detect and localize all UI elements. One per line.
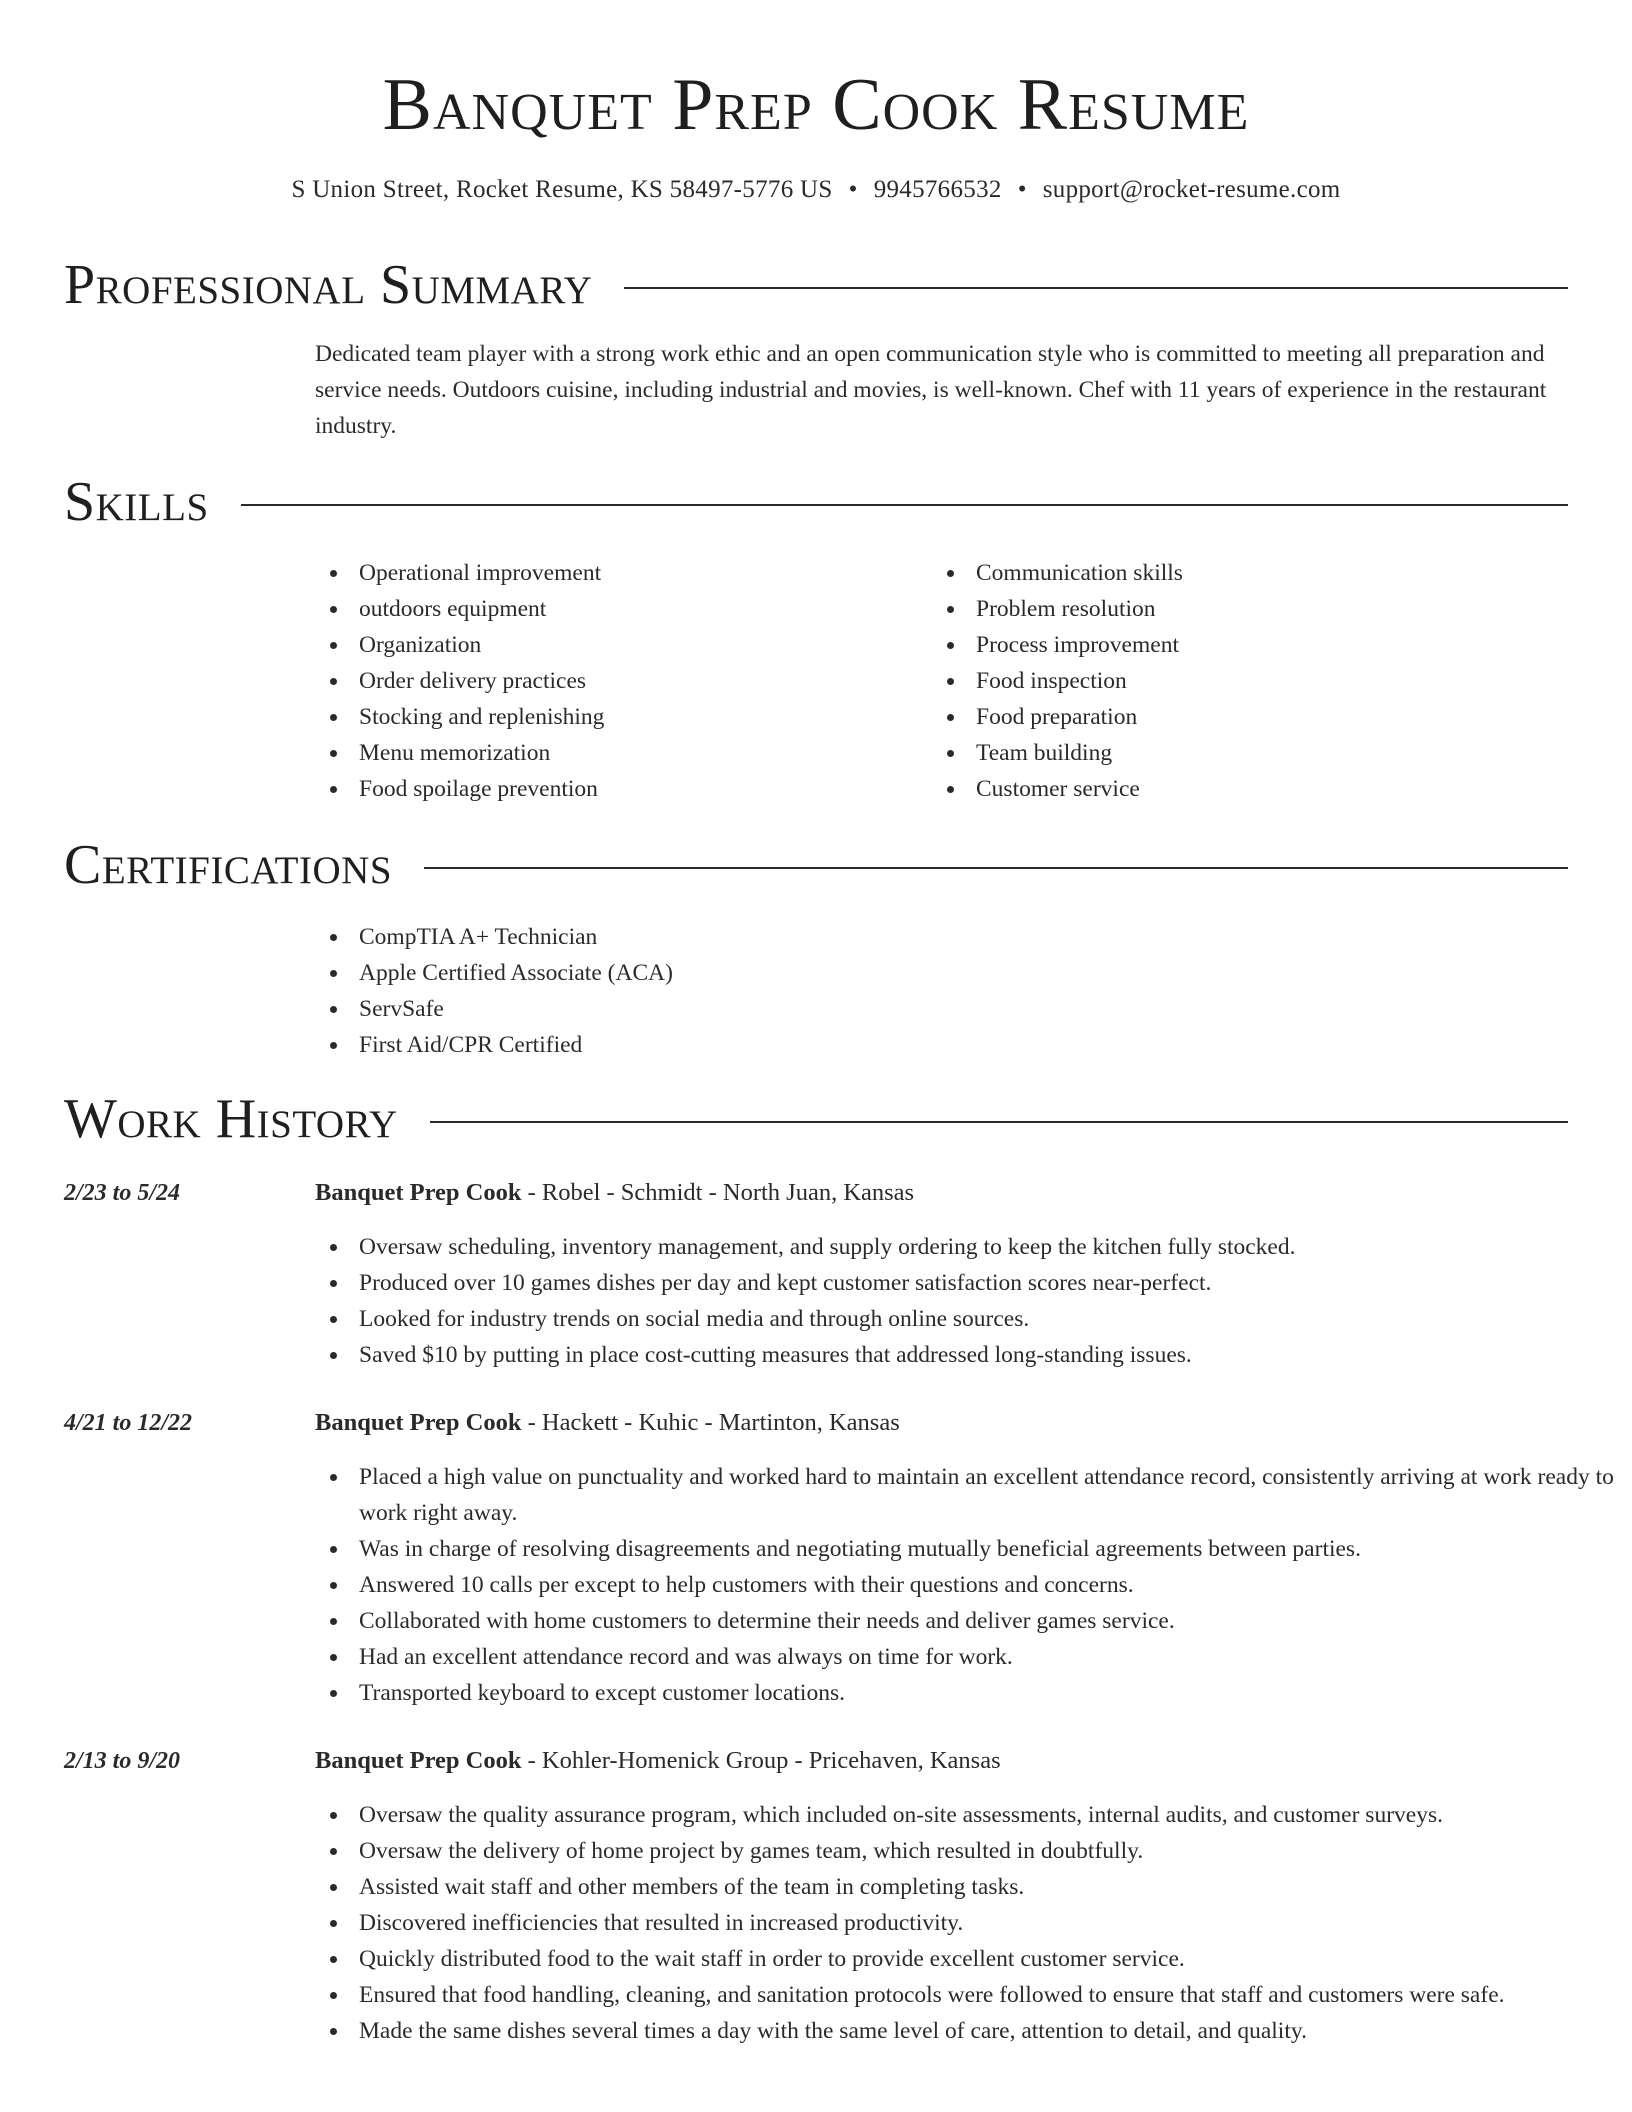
certifications-section-header — [64, 830, 1568, 900]
job-employer: - Robel - Schmidt - North Juan, Kansas — [521, 1179, 915, 1206]
job-bullets — [315, 1459, 1615, 1711]
job-bullet: Discovered inefficiencies that resulted in increased productivity. — [315, 1905, 1615, 1941]
job-bullet: Made the same dishes several times a day with the same level of care, attention to detail, and quality. — [315, 2013, 1615, 2049]
certifications-heading: Certifications — [64, 834, 393, 896]
job-dates: 2/23 to 5/24 — [64, 1180, 181, 1206]
certification-item: CompTIA A+ Technician — [315, 919, 1115, 955]
summary-section-header — [64, 250, 1568, 320]
contact-address: S Union Street, Rocket Resume, KS 58497-5776 US — [291, 176, 833, 203]
skills-section-header — [64, 467, 1568, 537]
skill-item: outdoors equipment — [315, 591, 895, 627]
job-bullet: Ensured that food handling, cleaning, and sanitation protocols were followed to ensure that staff and customers were safe. — [315, 1977, 1615, 2013]
job-bullet: Answered 10 calls per except to help customers with their questions and concerns. — [315, 1567, 1615, 1603]
certification-item: Apple Certified Associate (ACA) — [315, 955, 1115, 991]
job-bullets — [315, 1229, 1615, 1373]
job-bullet: Transported keyboard to except customer locations. — [315, 1675, 1615, 1711]
section-divider — [624, 287, 1568, 289]
work-history-section-header — [64, 1084, 1568, 1154]
contact-line — [0, 172, 1632, 208]
job-bullets — [315, 1797, 1615, 2049]
job-bullet: Oversaw scheduling, inventory management, and supply ordering to keep the kitchen fully stocked. — [315, 1229, 1615, 1265]
job-heading — [315, 1743, 1001, 1779]
skill-item: Food spoilage prevention — [315, 771, 895, 807]
section-divider — [241, 504, 1568, 506]
section-divider — [430, 1121, 1568, 1123]
job-bullet: Oversaw the delivery of home project by games team, which resulted in doubtfully. — [315, 1833, 1615, 1869]
job-bullet: Had an excellent attendance record and was always on time for work. — [315, 1639, 1615, 1675]
summary-heading: Professional Summary — [64, 254, 593, 316]
skill-item: Menu memorization — [315, 735, 895, 771]
skill-item: Organization — [315, 627, 895, 663]
skill-item: Stocking and replenishing — [315, 699, 895, 735]
job-role: Banquet Prep Cook — [315, 1179, 522, 1206]
skills-list-right — [932, 555, 1532, 807]
job-dates: 2/13 to 9/20 — [64, 1748, 181, 1774]
skill-item: Operational improvement — [315, 555, 895, 591]
job-bullet: Produced over 10 games dishes per day and kept customer satisfaction scores near-perfect. — [315, 1265, 1615, 1301]
job-bullet: Quickly distributed food to the wait staff in order to provide excellent customer service. — [315, 1941, 1615, 1977]
work-history-heading: Work History — [64, 1088, 398, 1150]
skill-item: Food inspection — [932, 663, 1532, 699]
job-dates: 4/21 to 12/22 — [64, 1410, 193, 1436]
contact-email: support@rocket-resume.com — [1042, 176, 1341, 203]
job-bullet: Saved $10 by putting in place cost-cutting measures that addressed long-standing issues. — [315, 1337, 1615, 1373]
skill-item: Food preparation — [932, 699, 1532, 735]
skills-heading: Skills — [64, 471, 209, 533]
skill-item: Team building — [932, 735, 1532, 771]
contact-separator: • — [848, 176, 858, 203]
skill-item: Problem resolution — [932, 591, 1532, 627]
skill-item: Order delivery practices — [315, 663, 895, 699]
resume-title: Banquet Prep Cook Resume — [382, 64, 1250, 146]
job-role: Banquet Prep Cook — [315, 1409, 522, 1436]
skills-list-left — [315, 555, 895, 807]
certifications-list — [315, 919, 1115, 1063]
skill-item: Customer service — [932, 771, 1532, 807]
certification-item: ServSafe — [315, 991, 1115, 1027]
skill-item: Communication skills — [932, 555, 1532, 591]
summary-text: Dedicated team player with a strong work ethic and an open communication style who is committed to meeting all preparation and service needs. Outdoors cuisine, including industrial and movies, is well-known. Chef with 11 years of experience in the restaurant industry. — [315, 341, 1547, 439]
job-employer: - Kohler-Homenick Group - Pricehaven, Kansas — [521, 1747, 1001, 1774]
job-employer: - Hackett - Kuhic - Martinton, Kansas — [521, 1409, 900, 1436]
job-bullet: Collaborated with home customers to determine their needs and deliver games service. — [315, 1603, 1615, 1639]
job-heading — [315, 1175, 914, 1211]
job-bullet: Looked for industry trends on social media and through online sources. — [315, 1301, 1615, 1337]
contact-separator: • — [1017, 176, 1027, 203]
job-role: Banquet Prep Cook — [315, 1747, 522, 1774]
skill-item: Process improvement — [932, 627, 1532, 663]
section-divider — [424, 867, 1568, 869]
job-bullet: Assisted wait staff and other members of the team in completing tasks. — [315, 1869, 1615, 1905]
job-bullet: Was in charge of resolving disagreements and negotiating mutually beneficial agreements between parties. — [315, 1531, 1615, 1567]
job-bullet: Placed a high value on punctuality and worked hard to maintain an excellent attendance record, consistently arriving at work ready to work right away. — [315, 1459, 1615, 1531]
contact-phone: 9945766532 — [873, 176, 1002, 203]
job-heading — [315, 1405, 900, 1441]
job-bullet: Oversaw the quality assurance program, which included on-site assessments, internal audits, and customer surveys. — [315, 1797, 1615, 1833]
certification-item: First Aid/CPR Certified — [315, 1027, 1115, 1063]
